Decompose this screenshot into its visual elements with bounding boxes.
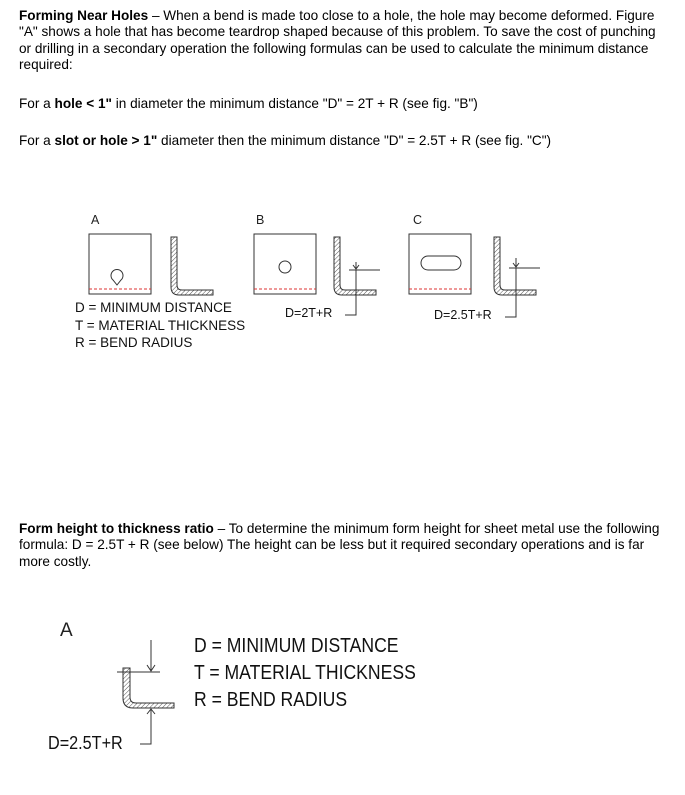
hole-rule-bold: hole < 1" (54, 96, 112, 111)
fig-b-formula: D=2T+R (285, 306, 333, 320)
fig2-legend (194, 633, 416, 714)
slot-rule-bold: slot or hole > 1" (54, 133, 158, 148)
fig2-formula: D=2.5T+R (48, 733, 123, 753)
legend-bend-radius: R = BEND RADIUS (75, 335, 193, 350)
dimension-arrow-icon (147, 664, 155, 671)
hole-rule-prefix: For a (19, 96, 55, 111)
fig-c-profile (494, 237, 540, 317)
form-height-body: – To determine the minimum form height for sheet metal use the following formula: D = 2.5T + R (see below) The height can be less but it required secondary operations and is far more costly. (19, 521, 660, 569)
hole-rule-text: in diameter the minimum distance "D" = 2T + R (see fig. "B") (111, 96, 478, 111)
legend2-minimum-distance: D = MINIMUM DISTANCE (194, 635, 399, 657)
fig2-profile (117, 640, 174, 744)
fig1-legend (75, 299, 245, 352)
forming-near-holes-intro: – When a bend is made too close to a hole, the hole may become deformed. Figure "A" shows a hole that has become teardrop shaped because of this problem. To save the cost of punching or drilling in a secondary operation the following formulas can be used to calculate the minimum distance required: (19, 8, 656, 72)
fig2-a-label: A (60, 620, 73, 641)
fig-b-plate (254, 234, 316, 294)
section-title-forming-near-holes: Forming Near Holes (19, 8, 149, 23)
fig-a-label: A (91, 213, 100, 227)
fig-c-plate (409, 234, 471, 294)
legend2-bend-radius: R = BEND RADIUS (194, 689, 348, 711)
legend2-material-thickness: T = MATERIAL THICKNESS (194, 662, 416, 684)
dimension-arrow-icon (353, 262, 359, 269)
dimension-arrow-icon (513, 258, 519, 267)
fig-a-profile (171, 237, 213, 295)
teardrop-hole-icon (111, 270, 123, 285)
slot-rule-prefix: For a (19, 133, 55, 148)
section-title-form-height: Form height to thickness ratio (19, 521, 214, 536)
fig-b-label: B (256, 213, 265, 227)
slot-hole-icon (421, 256, 461, 270)
fig-c-formula: D=2.5T+R (434, 308, 492, 322)
legend-minimum-distance: D = MINIMUM DISTANCE (75, 300, 232, 315)
round-hole-icon (279, 261, 291, 273)
fig-b-profile (334, 237, 380, 315)
fig-a-plate (89, 234, 151, 294)
form-height-paragraph (19, 521, 667, 570)
fig-c-label: C (413, 213, 423, 227)
legend-material-thickness: T = MATERIAL THICKNESS (75, 317, 246, 333)
slot-rule-text: diameter then the minimum distance "D" = 2.5T + R (see fig. "C") (157, 133, 552, 148)
